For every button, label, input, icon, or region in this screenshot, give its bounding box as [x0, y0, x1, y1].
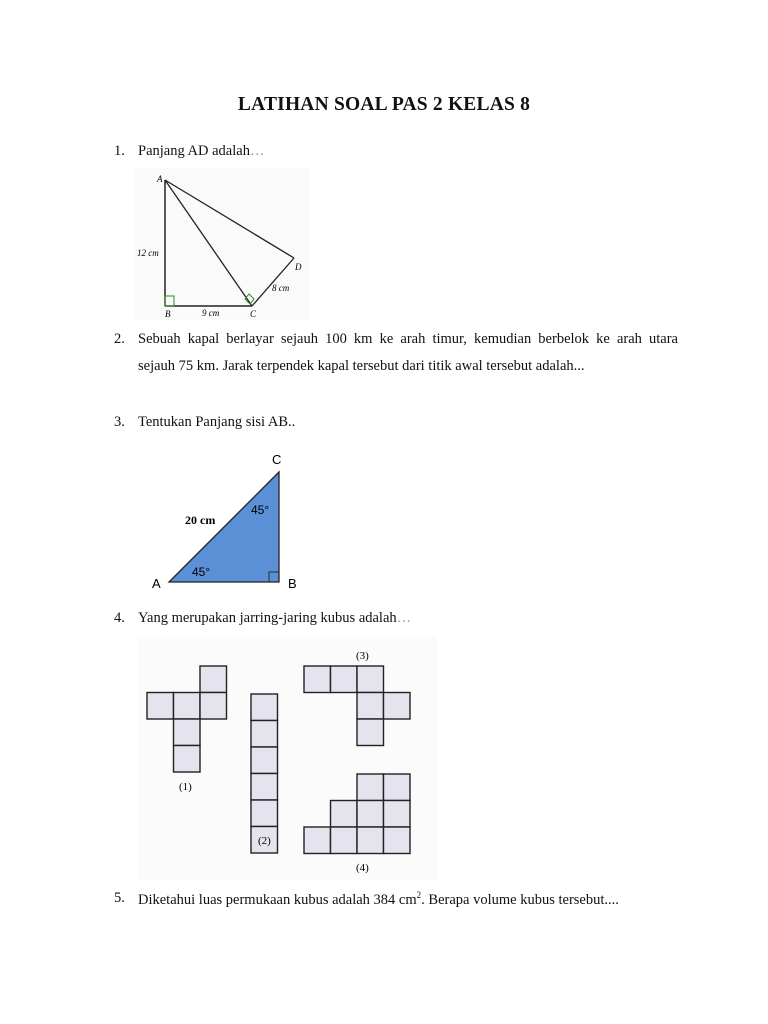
net-4-cell [384, 774, 411, 801]
label-a: A [152, 576, 161, 591]
label-angle-a: 45° [192, 565, 211, 579]
net-2-cell [251, 721, 278, 748]
label-a: A [157, 174, 163, 184]
net-3-cell [357, 693, 384, 720]
net-label-1: (1) [179, 781, 192, 793]
question-number: 1. [114, 143, 125, 159]
question-text: Tentukan Panjang sisi AB.. [138, 414, 296, 430]
question-2-line-1: Sebuah kapal berlayar sejauh 100 km ke arah timur, kemudian berbelok ke arah utara [138, 331, 678, 347]
net-4-cell [357, 774, 384, 801]
figure-cube-nets [137, 637, 437, 880]
label-bc-length: 9 cm [202, 308, 220, 318]
net-3-cell [304, 666, 331, 693]
net-1-cell [174, 719, 201, 746]
net-4-cell [331, 801, 358, 828]
net-4-cell [304, 827, 331, 854]
figure-right-triangle-abc [145, 448, 315, 596]
net-3-cell [357, 666, 384, 693]
net-3-cell [384, 693, 411, 720]
net-4-cell [331, 827, 358, 854]
net-4-cell [357, 801, 384, 828]
net-4-cell [384, 827, 411, 854]
net-3-cell [357, 719, 384, 746]
label-c: C [250, 309, 257, 319]
question-text: Diketahui luas permukaan kubus adalah 384 $cm^2$. Berapa volume kubus tersebut.... [138, 890, 619, 908]
label-ab-length: 12 cm [137, 248, 159, 258]
question-number: 2. [114, 331, 125, 347]
net-1-cell [200, 666, 227, 693]
label-ac-length: 20 cm [185, 513, 216, 527]
net-label-2: (2) [258, 835, 271, 847]
label-c: C [272, 452, 282, 467]
net-label-3: (3) [356, 650, 369, 662]
label-b: B [165, 309, 171, 319]
net-1-cell [200, 693, 227, 720]
net-1-cell [147, 693, 174, 720]
question-number: 4. [114, 610, 125, 626]
net-3-cell [331, 666, 358, 693]
question-number: 5. [114, 890, 125, 906]
question-number: 3. [114, 414, 125, 430]
net-2-cell [251, 694, 278, 721]
label-cd-length: 8 cm [272, 283, 290, 293]
label-b: B [288, 576, 297, 591]
label-d: D [295, 262, 302, 272]
net-1-cell [174, 746, 201, 773]
net-4-cell [384, 801, 411, 828]
net-2-cell [251, 774, 278, 801]
net-2-cell [251, 747, 278, 774]
page-title: LATIHAN SOAL PAS 2 KELAS 8 [237, 94, 531, 115]
net-2-cell [251, 800, 278, 827]
question-text: Panjang AD adalah… [138, 143, 265, 159]
label-angle-c: 45° [251, 503, 270, 517]
net-1-cell [174, 693, 201, 720]
figure-triangle-abcd [134, 168, 309, 320]
net-4-cell [357, 827, 384, 854]
question-2-line-2: sejauh 75 km. Jarak terpendek kapal tersebut dari titik awal tersebut adalah... [138, 358, 585, 374]
net-label-4: (4) [356, 862, 369, 874]
question-text: Yang merupakan jarring-jaring kubus adalah… [138, 610, 412, 626]
